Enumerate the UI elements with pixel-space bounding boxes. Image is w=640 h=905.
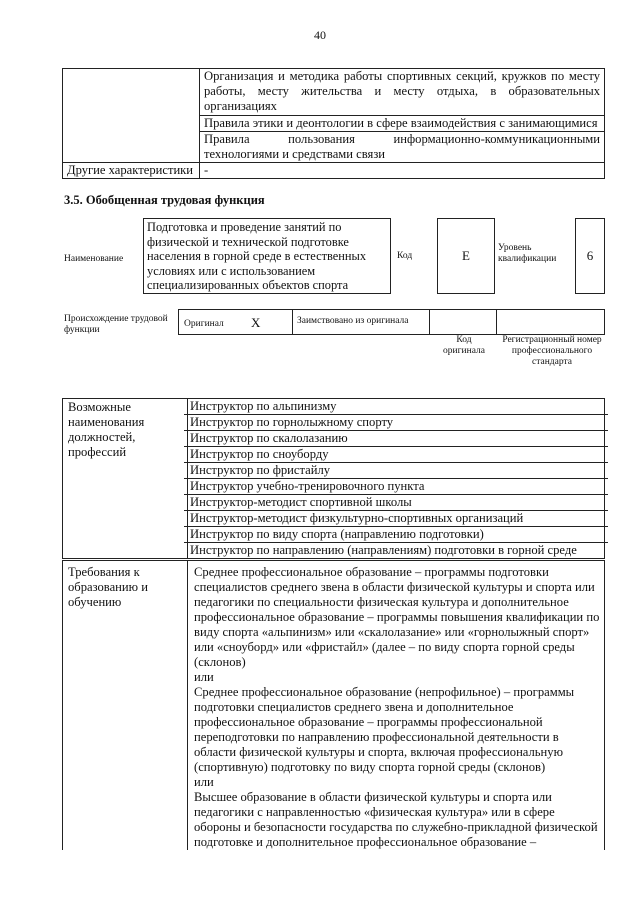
positions-list: [188, 399, 605, 559]
original-mark: X: [251, 315, 261, 330]
paragraph: или: [194, 670, 214, 684]
list-item: Организация и методика работы спортивных секций, кружков по месту работы, месту жительства и месту отдыха, в образовательных организациях: [200, 69, 605, 116]
education-text: [188, 561, 605, 851]
borrowed-label: Заимствовано из оригинала: [297, 316, 409, 326]
knowledge-table: [62, 68, 605, 179]
table-row: [63, 69, 605, 116]
code-label: Код: [397, 251, 413, 261]
list-item: Инструктор по альпинизму: [184, 399, 608, 415]
list-item: Инструктор по скалолазанию: [184, 431, 608, 447]
paragraph: или: [194, 775, 214, 789]
list-item: Инструктор учебно-тренировочного пункта: [184, 479, 608, 495]
code-original-caption: Код оригинала: [443, 335, 485, 356]
section-title: 3.5. Обобщенная трудовая функция: [64, 193, 265, 207]
education-label: Требования к образованию и обучению: [63, 561, 188, 851]
code-original-cell: [429, 309, 497, 335]
list-item: Инструктор по горнолыжному спорту: [184, 415, 608, 431]
level-label: Уровень квалификации: [498, 243, 557, 264]
table-row: [63, 399, 605, 559]
borrowed-cell: [292, 309, 430, 335]
function-name-box: [143, 218, 391, 294]
list-item: Правила этики и деонтологии в сфере взаимодействия с занимающимися: [200, 116, 605, 132]
list-item: Инструктор по фристайлу: [184, 463, 608, 479]
table-row: [63, 561, 605, 851]
original-label: Оригинал: [184, 319, 224, 329]
list-item: Инструктор по направлению (направлениям) подготовки в горной среде: [190, 543, 577, 557]
positions-table: [62, 398, 605, 567]
education-table: [62, 560, 605, 850]
name-label: Наименование: [64, 254, 124, 264]
paragraph: Среднее профессиональное образование – программы подготовки специалистов среднего звена в области физической культуры и спорта или педагогики по специальности физическая культура и дополнительное профессиональное образование – программы повышения квалификации по виду спорта «альпинизм» или «скалолазание» или «горнолыжный спорт» или «сноуборд» или «фристайл» (далее – по виду спорта горной среды (склонов): [194, 565, 600, 669]
row-label: Другие характеристики: [63, 163, 200, 179]
paragraph: Высшее образование в области физической культуры и спорта или педагогики с направленностью «физическая культура» или в сфере обороны и безопасности государства по служебно-прикладной физической подготовке и дополнительное профессиональное образование –: [194, 790, 598, 849]
list-item: Инструктор по сноуборду: [184, 447, 608, 463]
level-box: [575, 218, 605, 294]
list-item: Инструктор по виду спорта (направлению подготовки): [184, 527, 608, 543]
page-number: 40: [314, 28, 326, 42]
paragraph: Среднее профессиональное образование (непрофильное) – программы подготовки специалистов среднего звена и дополнительное профессиональное образование – программы профессиональной переподготовки по направлению профессиональной деятельности в области физической культуры и спорта, включая профессиональную (спортивную) подготовку по виду спорта горной среды (склонов): [194, 685, 575, 774]
list-item: Инструктор-методист спортивной школы: [184, 495, 608, 511]
positions-label: Возможные наименования должностей, профессий: [63, 399, 188, 559]
reg-number-cell: [496, 309, 605, 335]
reg-number-caption: Регистрационный номер профессионального стандарта: [502, 335, 602, 367]
original-cell: [178, 309, 293, 335]
list-item: Инструктор-методист физкультурно-спортивных организаций: [184, 511, 608, 527]
code-box: [437, 218, 495, 294]
table-row: [63, 163, 605, 179]
list-item: -: [200, 163, 605, 179]
list-item: Правила пользования информационно-коммуникационными технологиями и средствами связи: [200, 132, 605, 163]
level-value: 6: [586, 248, 594, 263]
code-value: E: [462, 248, 470, 263]
origin-label: Происхождение трудовой функции: [64, 314, 168, 335]
row-label: [63, 69, 200, 163]
function-name: Подготовка и проведение занятий по физической и технической подготовке населения в горной среде в естественных условиях или с использованием специализированных объектов спорта: [147, 220, 367, 293]
